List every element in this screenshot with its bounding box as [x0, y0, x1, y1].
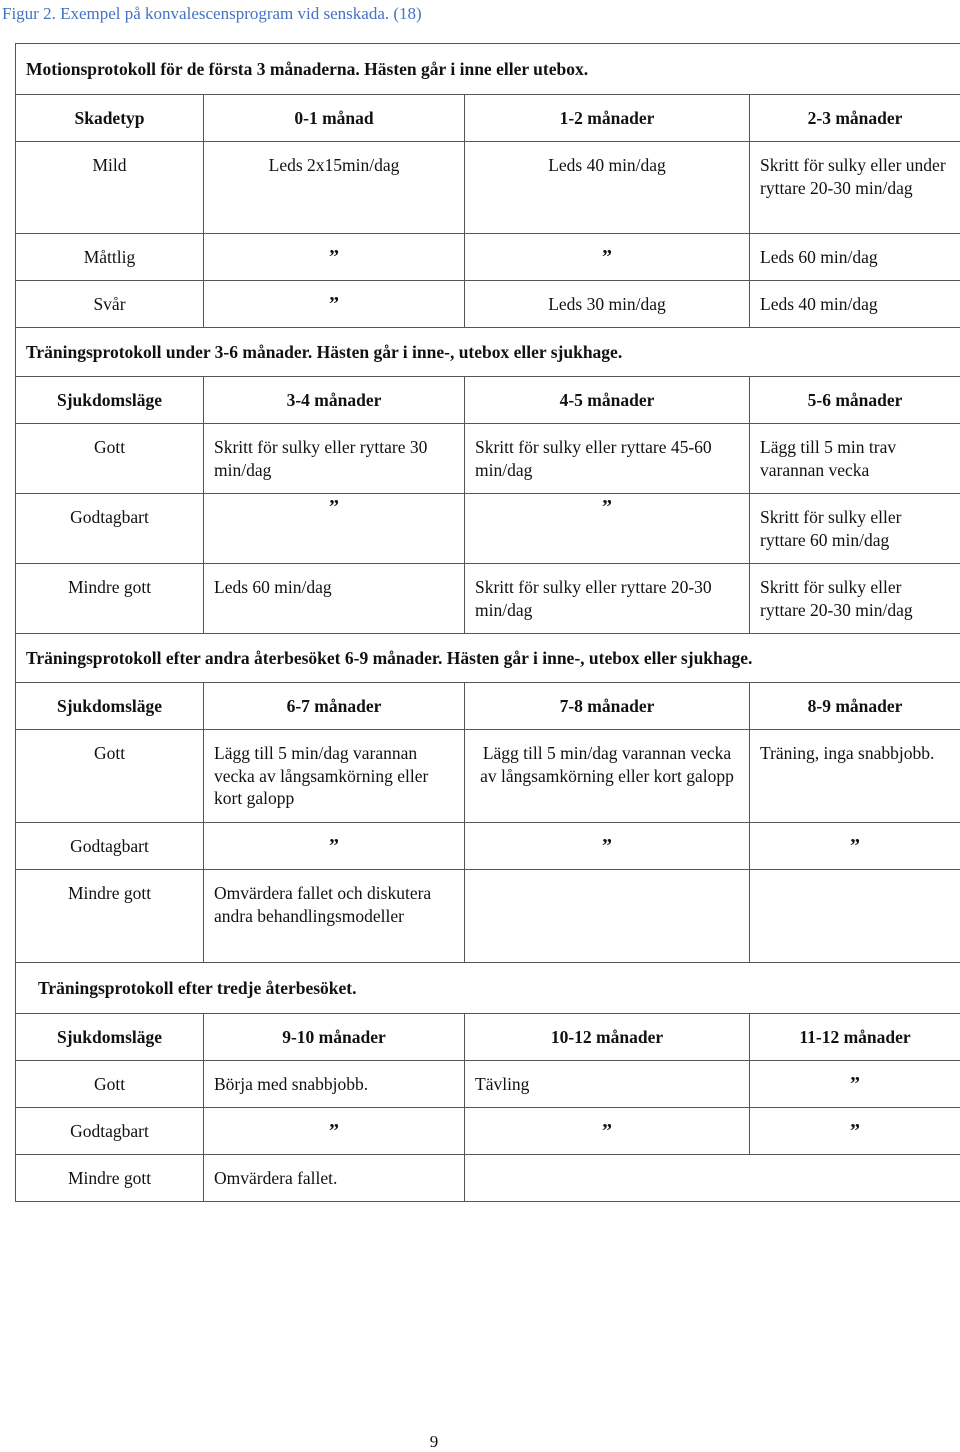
column-header: 1-2 månader — [465, 95, 750, 142]
table-row — [16, 142, 960, 234]
ditto-mark: ” — [204, 494, 465, 564]
section-title: Motionsprotokoll för de första 3 månaderna. Hästen går i inne eller utebox. — [16, 44, 960, 95]
table-row — [16, 870, 960, 963]
row-label: Mild — [16, 142, 204, 234]
row-label: Gott — [16, 1061, 204, 1108]
table-header-row — [16, 1014, 960, 1061]
table-cell — [465, 1155, 960, 1202]
table-cell: Skritt för sulky eller ryttare 45-60 min/dag — [465, 424, 750, 494]
row-label: Måttlig — [16, 234, 204, 281]
row-label: Godtagbart — [16, 1108, 204, 1155]
table-cell: Lägg till 5 min trav varannan vecka — [750, 424, 960, 494]
table-cell — [750, 870, 960, 963]
section-title-row — [16, 963, 960, 1014]
table-cell: Omvärdera fallet. — [204, 1155, 465, 1202]
table-cell — [465, 870, 750, 963]
ditto-mark: ” — [204, 234, 465, 281]
table-row — [16, 281, 960, 328]
table-cell: Skritt för sulky eller ryttare 30 min/dag — [204, 424, 465, 494]
table-cell: Leds 40 min/dag — [465, 142, 750, 234]
row-label: Godtagbart — [16, 494, 204, 564]
row-label: Mindre gott — [16, 564, 204, 634]
ditto-mark: ” — [465, 823, 750, 870]
table-cell: Skritt för sulky eller ryttare 20-30 min/dag — [465, 564, 750, 634]
row-label: Svår — [16, 281, 204, 328]
table-cell: Leds 60 min/dag — [204, 564, 465, 634]
row-label: Mindre gott — [16, 870, 204, 963]
column-header: 6-7 månader — [204, 683, 465, 730]
row-label: Gott — [16, 424, 204, 494]
table-cell: Lägg till 5 min/dag varannan vecka av långsamkörning eller kort galopp — [465, 730, 750, 823]
column-header: 10-12 månader — [465, 1014, 750, 1061]
column-header: 5-6 månader — [750, 377, 960, 424]
column-header: 0-1 månad — [204, 95, 465, 142]
ditto-mark: ” — [750, 823, 960, 870]
row-label: Godtagbart — [16, 823, 204, 870]
table-row — [16, 424, 960, 494]
figure-caption: Figur 2. Exempel på konvalescensprogram vid senskada. (18) — [2, 4, 422, 24]
table-row — [16, 1108, 960, 1155]
table-cell: Leds 40 min/dag — [750, 281, 960, 328]
ditto-mark: ” — [465, 1108, 750, 1155]
table-row — [16, 730, 960, 823]
ditto-mark: ” — [204, 281, 465, 328]
column-header: Sjukdomsläge — [16, 1014, 204, 1061]
table-row — [16, 1155, 960, 1202]
ditto-mark: ” — [750, 1108, 960, 1155]
table-cell: Börja med snabbjobb. — [204, 1061, 465, 1108]
row-label: Gott — [16, 730, 204, 823]
column-header: 2-3 månader — [750, 95, 960, 142]
row-label: Mindre gott — [16, 1155, 204, 1202]
column-header: Skadetyp — [16, 95, 204, 142]
section-title-row — [16, 634, 960, 683]
table-row — [16, 1061, 960, 1108]
ditto-mark: ” — [204, 1108, 465, 1155]
table-cell: Leds 2x15min/dag — [204, 142, 465, 234]
ditto-mark: ” — [204, 823, 465, 870]
table-cell: Skritt för sulky eller ryttare 20-30 min/dag — [750, 564, 960, 634]
table-row — [16, 564, 960, 634]
table-row — [16, 494, 960, 564]
table-header-row — [16, 377, 960, 424]
table-cell: Tävling — [465, 1061, 750, 1108]
ditto-mark: ” — [465, 494, 750, 564]
table-header-row — [16, 95, 960, 142]
table-cell: Leds 60 min/dag — [750, 234, 960, 281]
column-header: 3-4 månader — [204, 377, 465, 424]
table-header-row — [16, 683, 960, 730]
column-header: Sjukdomsläge — [16, 683, 204, 730]
section-title-row — [16, 328, 960, 377]
protocol-table — [15, 43, 960, 1202]
section-title: Träningsprotokoll efter andra återbesöket 6-9 månader. Hästen går i inne-, utebox eller sjukhage. — [16, 634, 960, 683]
table-cell: Lägg till 5 min/dag varannan vecka av långsamkörning eller kort galopp — [204, 730, 465, 823]
ditto-mark: ” — [750, 1061, 960, 1108]
page-number: 9 — [0, 1432, 868, 1452]
table-cell: Omvärdera fallet och diskutera andra behandlingsmodeller — [204, 870, 465, 963]
section-title: Träningsprotokoll under 3-6 månader. Hästen går i inne-, utebox eller sjukhage. — [16, 328, 960, 377]
table-row — [16, 234, 960, 281]
column-header: Sjukdomsläge — [16, 377, 204, 424]
column-header: 11-12 månader — [750, 1014, 960, 1061]
column-header: 9-10 månader — [204, 1014, 465, 1061]
column-header: 7-8 månader — [465, 683, 750, 730]
table-row — [16, 823, 960, 870]
column-header: 8-9 månader — [750, 683, 960, 730]
table-cell: Träning, inga snabbjobb. — [750, 730, 960, 823]
table-cell: Skritt för sulky eller ryttare 60 min/dag — [750, 494, 960, 564]
table-cell: Skritt för sulky eller under ryttare 20-30 min/dag — [750, 142, 960, 234]
table-cell: Leds 30 min/dag — [465, 281, 750, 328]
section-title-row — [16, 44, 960, 95]
ditto-mark: ” — [465, 234, 750, 281]
column-header: 4-5 månader — [465, 377, 750, 424]
section-title: Träningsprotokoll efter tredje återbesöket. — [16, 963, 960, 1014]
